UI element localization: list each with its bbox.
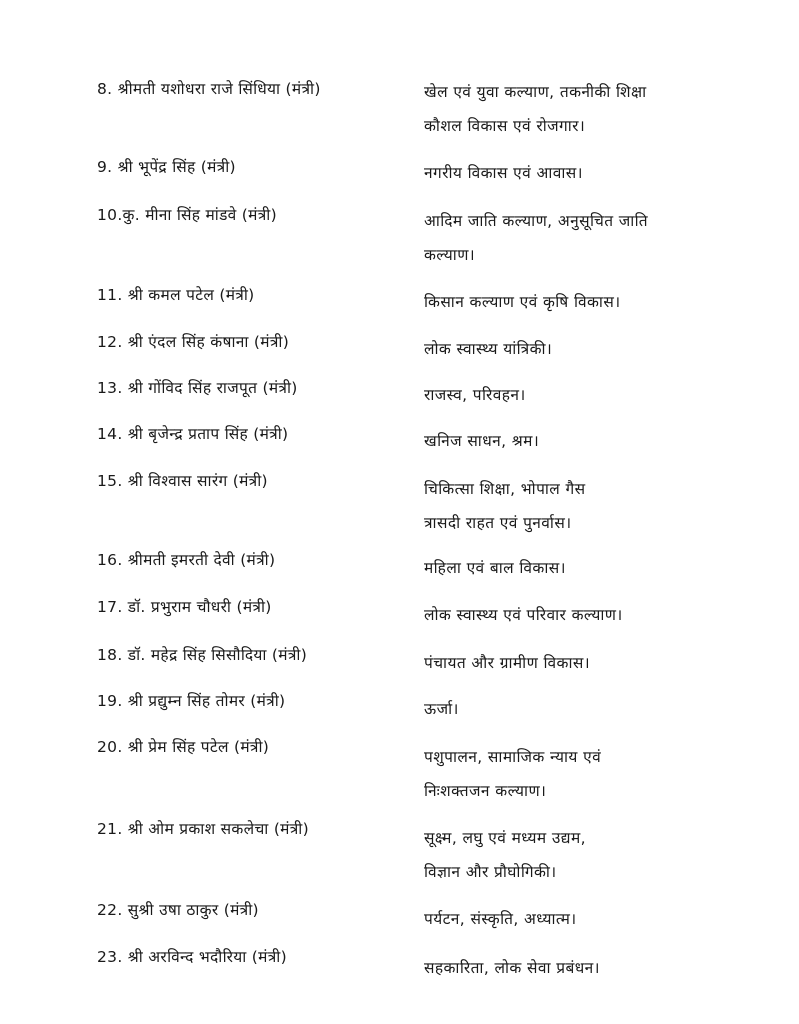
portfolio-text [424,740,754,808]
portfolio-text [424,821,754,889]
portfolio-line: पर्यटन, संस्कृति, अध्यात्म। [424,910,577,928]
portfolio-line: किसान कल्याण एवं कृषि विकास। [424,293,621,311]
portfolio-line: महिला एवं बाल विकास। [424,559,566,577]
portfolio-line: सहकारिता, लोक सेवा प्रबंधन। [424,959,600,977]
minister-name: 13. श्री गोंविद सिंह राजपूत (मंत्री) [97,379,298,397]
minister-name: 22. सुश्री उषा ठाकुर (मंत्री) [97,901,259,919]
portfolio-line: खेल एवं युवा कल्याण, तकनीकी शिक्षा [424,83,647,101]
minister-name: 8. श्रीमती यशोधरा राजे सिंधिया (मंत्री) [97,80,321,98]
portfolio-line: नगरीय विकास एवं आवास। [424,164,583,182]
minister-name: 11. श्री कमल पटेल (मंत्री) [97,286,255,304]
portfolio-line: ऊर्जा। [424,700,459,718]
portfolio-line: लोक स्वास्थ्य एवं परिवार कल्याण। [424,606,623,624]
portfolio-line: कौशल विकास एवं रोजगार। [424,117,586,135]
portfolio-text [424,646,754,680]
portfolio-text [424,692,754,726]
portfolio-text [424,285,754,319]
portfolio-line: पशुपालन, सामाजिक न्याय एवं [424,748,602,766]
minister-name: 10.कु. मीना सिंह मांडवे (मंत्री) [97,206,277,224]
portfolio-line: पंचायत और ग्रामीण विकास। [424,654,591,672]
minister-name: 17. डॉ. प्रभुराम चौधरी (मंत्री) [97,598,272,616]
minister-name: 21. श्री ओम प्रकाश सकलेचा (मंत्री) [97,820,309,838]
minister-name: 16. श्रीमती इमरती देवी (मंत्री) [97,551,276,569]
portfolio-line: त्रासदी राहत एवं पुनर्वास। [424,514,572,532]
portfolio-line: आदिम जाति कल्याण, अनुसूचित जाति [424,212,648,230]
minister-name: 23. श्री अरविन्द भदौरिया (मंत्री) [97,948,287,966]
minister-name: 14. श्री बृजेन्द्र प्रताप सिंह (मंत्री) [97,425,289,443]
minister-name: 20. श्री प्रेम सिंह पटेल (मंत्री) [97,738,270,756]
portfolio-line: राजस्व, परिवहन। [424,386,526,404]
minister-name: 18. डॉ. महेद्र सिंह सिसौदिया (मंत्री) [97,646,308,664]
portfolio-text [424,204,754,272]
minister-name: 12. श्री एंदल सिंह कंषाना (मंत्री) [97,333,290,351]
portfolio-line: चिकित्सा शिक्षा, भोपाल गैस [424,480,586,498]
portfolio-line: निःशक्तजन कल्याण। [424,782,547,800]
portfolio-text [424,598,754,632]
portfolio-text [424,951,754,985]
portfolio-text [424,332,754,366]
portfolio-text [424,424,754,458]
portfolio-line: खनिज साधन, श्रम। [424,432,540,450]
portfolio-text [424,156,754,190]
minister-name: 19. श्री प्रद्युम्न सिंह तोमर (मंत्री) [97,692,286,710]
portfolio-line: लोक स्वास्थ्य यांत्रिकी। [424,340,553,358]
portfolio-text [424,75,754,143]
portfolio-line: कल्याण। [424,246,476,264]
minister-name: 9. श्री भूपेंद्र सिंह (मंत्री) [97,158,236,176]
minister-name: 15. श्री विश्वास सारंग (मंत्री) [97,472,268,490]
portfolio-line: विज्ञान और प्रौघोगिकी। [424,863,557,881]
portfolio-text [424,902,754,936]
portfolio-text [424,551,754,585]
portfolio-line: सूक्ष्म, लघु एवं मध्यम उद्यम, [424,829,586,847]
portfolio-text [424,378,754,412]
portfolio-text [424,472,754,540]
